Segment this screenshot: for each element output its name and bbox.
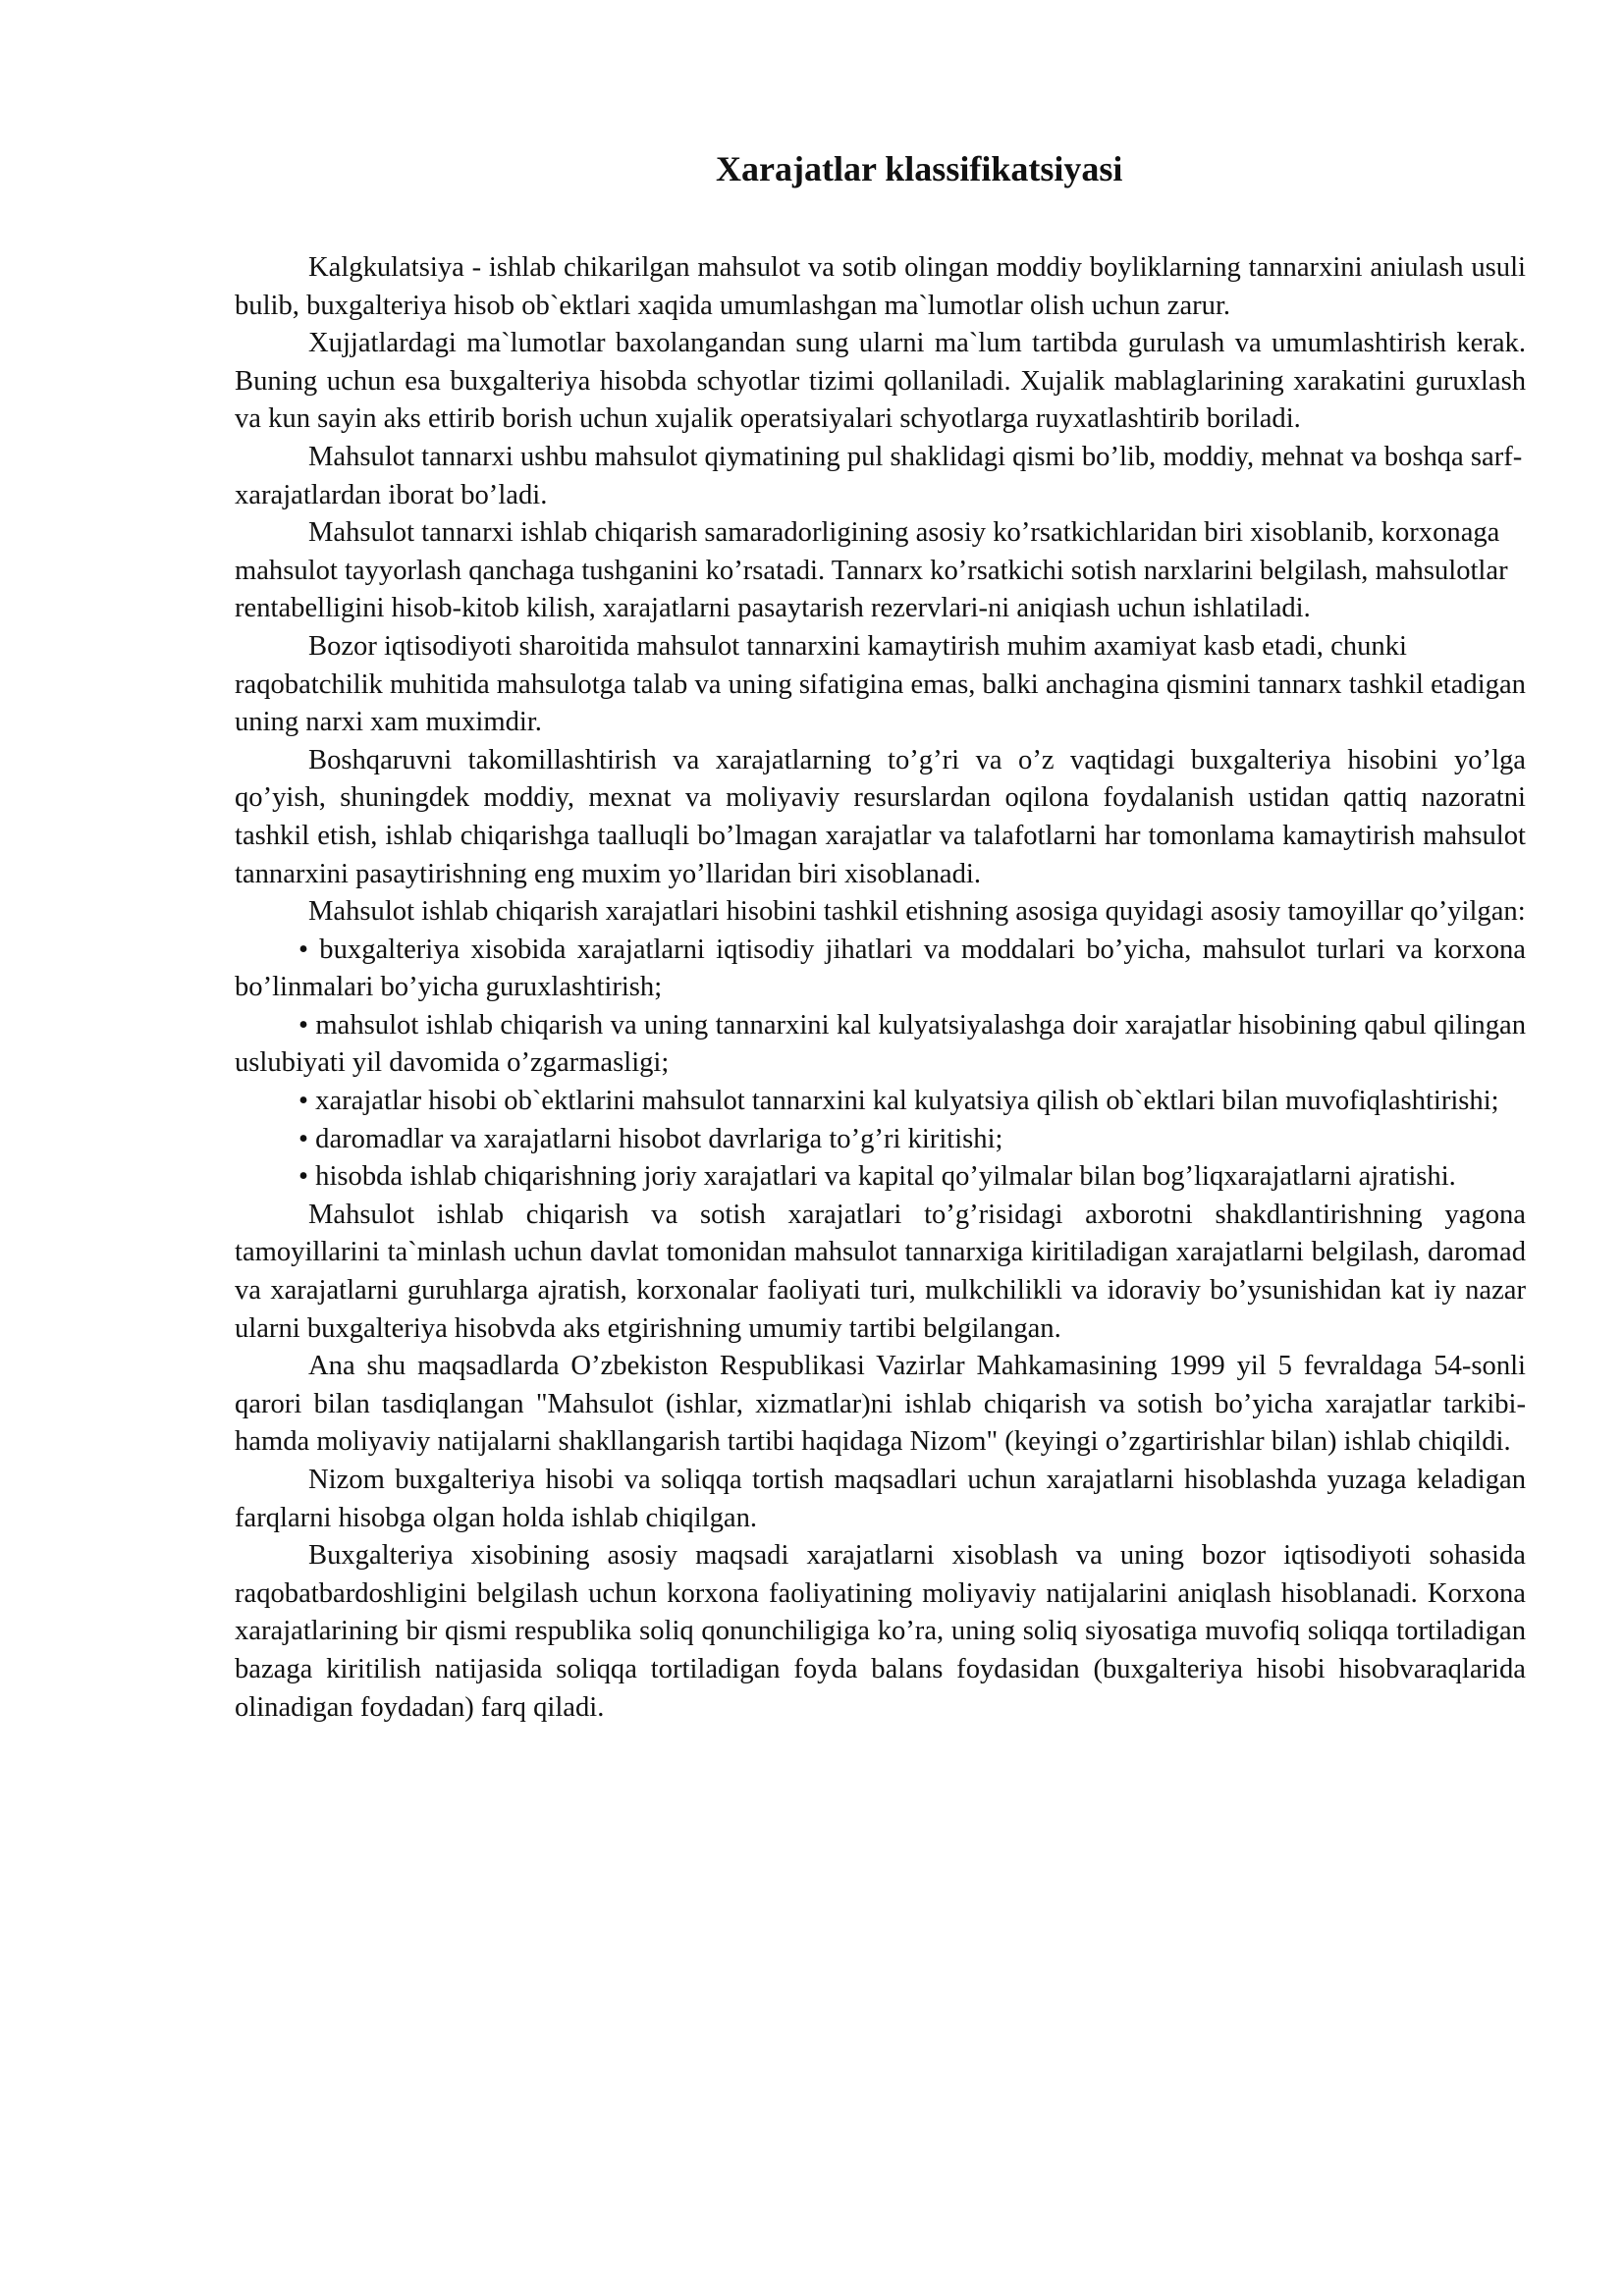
paragraph-tamoyillar-intro: Mahsulot ishlab chiqarish xarajatlari hisobini tashkil etishning asosiga quyidagi asosiy tamoyillar qo’yilgan: <box>308 896 1526 928</box>
paragraph-buxgalteriya-maqsadi: Buxgalteriya xisobining asosiy maqsadi xarajatlarni xisoblash va uning bozor iqtisodiyoti sohasida raqobatbardoshligini belgilash uchun korxona faoliyatining moliyaviy natijalarini aniqlash hisoblanadi. Korxona xarajatlarining bir qismi respublika soliq qonunchiligiga ko’ra, uning soliq siyosatiga muvofiq soliqqa tortiladigan bazaga kiritilish natijasida soliqqa tortiladigan foyda balans foydasidan (buxgalteriya hisobi hisobvaraqlarida olinadigan foydadan) farq qiladi. <box>235 1540 1526 1723</box>
document-page <box>235 147 1526 1727</box>
paragraph-tannarx-indicator: Mahsulot tannarxi ishlab chiqarish samaradorligining asosiy ko’rsatkichlaridan biri xisoblanib, korxonaga mahsulot tayyorlash qanchaga tushganini ko’rsatadi. Tannarx ko’rsatkichi sotish narxlarini belgilash, mahsulotlar rentabelligini hisob-kitob kilish, xarajatlarni pasaytarish rezervlari-ni aniqiash uchun ishlatiladi. <box>235 517 1508 624</box>
paragraph-nizom-soliq: Nizom buxgalteriya hisobi va soliqqa tortish maqsadlari uchun xarajatlarni hisoblashda yuzaga keladigan farqlarni hisobga olgan holda ishlab chiqilgan. <box>235 1465 1526 1533</box>
bullet-item: • daromadlar va xarajatlarni hisobot davrlariga to’g’ri kiritishi; <box>298 1123 1003 1154</box>
paragraph-bozor-iqtisodiyoti: Bozor iqtisodiyoti sharoitida mahsulot tannarxini kamaytirish muhim axamiyat kasb etadi, chunki raqobatchilik muhitida mahsulotga talab va uning sifatigina emas, balki anchagina qismini tannarx tashkil etadigan uning narxi xam muximdir. <box>235 630 1526 738</box>
bullet-item: • mahsulot ishlab chiqarish va uning tannarxini kal kulyatsiyalashga doir xarajatlar hisobining qabul qilingan uslubiyati yil davomida o’zgarmasligi; <box>235 1009 1526 1079</box>
bullet-item: • hisobda ishlab chiqarishning joriy xarajatlari va kapital qo’yilmalar bilan bog’liqxarajatlarni ajratishi. <box>298 1161 1456 1193</box>
paragraph-axborot: Mahsulot ishlab chiqarish va sotish xarajatlari to’g’risidagi axborotni shakdlantirishning yagona tamoyillarini ta`minlash uchun davlat tomonidan mahsulot tannarxiga kiritiladigan xarajatlarni belgilash, daromad va xarajatlarni guruhlarga ajratish, korxonalar faoliyati turi, mulkchilikli va idoraviy bo’ysunishidan kat iy nazar ularni buxgalteriya hisobvda aks etgirishning umumiy tartibi belgilangan. <box>235 1199 1526 1344</box>
paragraph-kalkulatsiya: Kalgkulatsiya - ishlab chikarilgan mahsulot va sotib olingan moddiy boyliklarning tannarxini aniulash usuli bulib, buxgalteriya hisob ob`ektlari xaqida umumlashgan ma`lumotlar olish uchun zarur. <box>235 252 1526 321</box>
document-title: Xarajatlar klassifikatsiyasi <box>716 149 1123 188</box>
paragraph-tannarx-definition: Mahsulot tannarxi ushbu mahsulot qiymatining pul shaklidagi qismi bo’lib, moddiy, mehnat va boshqa sarf-xarajatlardan iborat bo’ladi. <box>235 441 1523 510</box>
paragraph-nizom-qaror: Ana shu maqsadlarda O’zbekiston Respublikasi Vazirlar Mahkamasining 1999 yil 5 fevraldaga 54-sonli qarori bilan tasdiqlangan "Mahsulot (ishlar, xizmatlar)ni ishlab chiqarish va sotish bo’yicha xarajatlar tarkibi-hamda moliyaviy natijalarni shakllangarish tartibi haqidaga Nizom" (keyingi o’zgartirishlar bilan) ishlab chiqildi. <box>235 1351 1526 1458</box>
paragraph-hujjatlar: Xujjatlardagi ma`lumotlar baxolangandan sung ularni ma`lum tartibda gurulash va umumlashtirish kerak. Buning uchun esa buxgalteriya hisobda schyotlar tizimi qollaniladi. Xujalik mablaglarining xarakatini guruxlash va kun sayin aks ettirib borish uchun xujalik operatsiyalari schyotlarga ruyxatlashtirib boriladi. <box>235 328 1526 435</box>
paragraph-boshqaruv: Boshqaruvni takomillashtirish va xarajatlarning to’g’ri va o’z vaqtidagi buxgalteriya hisobini yo’lga qo’yish, shuningdek moddiy, mexnat va moliyaviy resurslardan oqilona foydalanish ustidan qattiq nazoratni tashkil etish, ishlab chiqarishga taalluqli bo’lmagan xarajatlar va talafotlarni har tomonlama kamaytirish mahsulot tannarxini pasaytirishning eng muxim yo’llaridan biri xisoblanadi. <box>235 744 1526 889</box>
bullet-item: • xarajatlar hisobi ob`ektlarini mahsulot tannarxini kal kulyatsiya qilish ob`ektlari bilan muvofiqlashtirishi; <box>298 1086 1499 1117</box>
bullet-item: • buxgalteriya xisobida xarajatlarni iqtisodiy jihatlari va moddalari bo’yicha, mahsulot turlari va korxona bo’linmalari bo’yicha guruxlashtirish; <box>235 934 1526 1003</box>
